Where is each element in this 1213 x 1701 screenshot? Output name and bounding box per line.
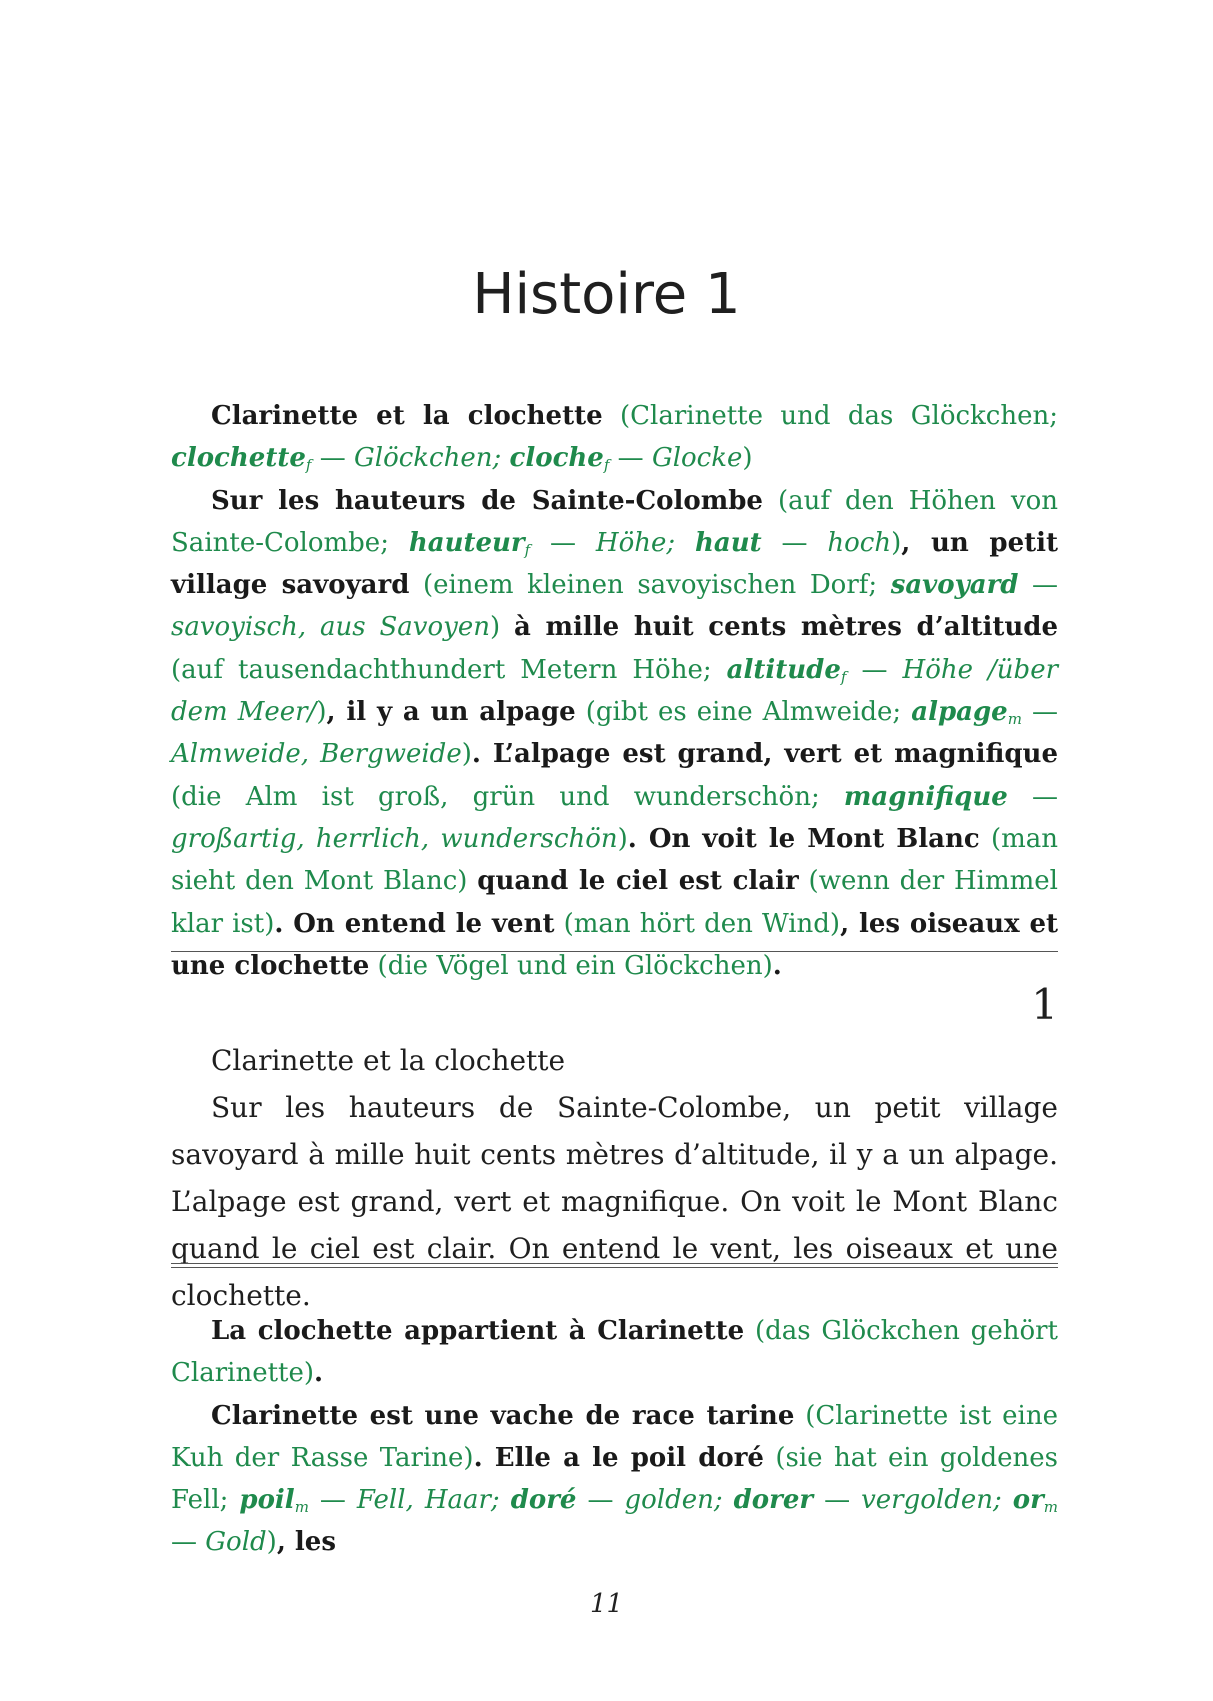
annotated-paragraph: [171, 395, 1058, 480]
vocab-meaning: Glöckchen;: [353, 443, 510, 474]
vocab-meaning: savoyisch, aus Savoyen: [171, 612, 490, 643]
german-translation: —: [609, 443, 652, 474]
vocab-term: haut: [694, 527, 762, 558]
vocab-term-wrap: [1013, 1485, 1044, 1515]
double-divider: [171, 1263, 1058, 1268]
german-translation: —: [846, 654, 903, 685]
gender-marker-wrap: [1008, 697, 1022, 727]
vocab-meaning-wrap: [596, 528, 695, 558]
french-text: quand le ciel est clair: [477, 866, 799, 897]
vocab-meaning: Höhe;: [595, 527, 695, 558]
german-translation: —: [576, 1485, 625, 1516]
german-translation: —: [530, 527, 596, 558]
section-divider: [171, 951, 1058, 952]
vocab-term-wrap: [891, 570, 1019, 600]
german-translation: ): [316, 697, 327, 728]
french-text: Sur les hauteurs de Sainte-Colombe: [211, 485, 763, 516]
vocab-term-wrap: [239, 1485, 294, 1515]
vocab-meaning-wrap: [624, 1485, 733, 1515]
gender-marker-wrap: [295, 1485, 309, 1515]
german-translation: ): [742, 443, 753, 474]
french-text: Clarinette et la clochette: [211, 401, 603, 431]
gender-marker: f: [603, 456, 610, 475]
french-text: , les oiseaux et une clochette: [171, 908, 1059, 981]
german-translation: ): [617, 823, 628, 854]
plain-text-block: [171, 1037, 1058, 1319]
gender-marker: m: [1007, 710, 1022, 729]
german-translation: (Clarinette und das Glöckchen;: [602, 401, 1058, 431]
french-text: .: [772, 950, 782, 981]
vocab-meaning-wrap: [354, 443, 510, 473]
german-translation: —: [1021, 697, 1059, 728]
vocab-meaning-wrap: [357, 1485, 511, 1515]
german-translation: (sie hat ein goldenes Fell;: [171, 1442, 1058, 1516]
vocab-meaning-wrap: [827, 528, 891, 558]
french-text: , les: [276, 1527, 336, 1558]
french-text: . L’alpage est grand, vert et magnifique: [471, 739, 1058, 770]
german-translation: (wenn der Himmel klar ist): [171, 866, 1058, 939]
german-translation: ): [891, 527, 902, 558]
vocab-meaning: Fell, Haar;: [356, 1485, 511, 1516]
french-text: La clochette appartient à Clarinette: [211, 1316, 745, 1346]
vocab-term-wrap: [171, 443, 306, 473]
plain-title: Clarinette et la clochette: [211, 1044, 566, 1077]
gender-marker: m: [294, 1498, 309, 1517]
vocab-meaning: Höhe /über dem Meer/: [171, 654, 1059, 728]
vocab-meaning: Gold: [205, 1527, 267, 1558]
vocab-term-wrap: [511, 1485, 577, 1515]
vocab-term: magnifique: [843, 781, 1008, 812]
french-text: , il y a un alpage: [326, 697, 576, 728]
annotated-text-block-2: [171, 1310, 1058, 1564]
french-text: Clarinette est une vache de race tarine: [211, 1400, 795, 1431]
vocab-meaning-wrap: [652, 443, 742, 473]
vocab-term: altitude: [726, 654, 841, 685]
annotated-paragraph: [171, 480, 1058, 988]
vocab-term-wrap: [734, 1485, 813, 1515]
vocab-meaning-wrap: [171, 612, 490, 642]
annotated-paragraph: [171, 1310, 1058, 1395]
german-translation: —: [308, 1485, 357, 1516]
german-translation: (man sieht den Mont Blanc): [171, 823, 1058, 897]
french-text: , un petit village savoyard: [171, 527, 1059, 601]
german-translation: —: [1007, 781, 1058, 812]
vocab-term: hauteur: [408, 527, 525, 558]
vocab-meaning-wrap: [205, 1527, 266, 1557]
annotated-text-block-1: [171, 395, 1058, 987]
vocab-meaning: vergolden;: [861, 1485, 1013, 1516]
german-translation: ): [266, 1527, 277, 1558]
gender-marker: f: [305, 456, 312, 475]
gender-marker: f: [524, 540, 531, 559]
vocab-term-wrap: [727, 655, 841, 685]
vocab-term: savoyard: [890, 570, 1019, 601]
vocab-term: clochette: [171, 443, 306, 474]
vocab-term-wrap: [409, 528, 525, 558]
vocab-meaning-wrap: [861, 1485, 1013, 1515]
vocab-meaning: Glocke: [651, 443, 743, 474]
german-translation: (das Glöckchen gehört Clarinette): [171, 1316, 1058, 1389]
german-translation: (auf den Höhen von Sainte-Colombe;: [171, 485, 1058, 558]
vocab-term-wrap: [844, 782, 1008, 812]
german-translation: (die Vögel und ein Glöckchen): [369, 950, 773, 981]
french-text: . On voit le Mont Blanc: [627, 823, 980, 854]
gender-marker: f: [840, 667, 847, 686]
vocab-term: or: [1012, 1485, 1044, 1516]
german-translation: —: [761, 527, 828, 558]
german-translation: —: [311, 443, 354, 474]
french-text: . On entend le vent: [274, 908, 555, 939]
vocab-meaning: großartig, herrlich, wunderschön: [171, 823, 618, 854]
vocab-term: doré: [510, 1485, 577, 1516]
german-translation: —: [813, 1485, 862, 1516]
gender-marker: m: [1043, 1498, 1059, 1517]
german-translation: (einem kleinen savoyischen Dorf;: [409, 570, 891, 601]
page-number: 11: [589, 1589, 624, 1619]
vocab-meaning: hoch: [827, 527, 892, 558]
french-text: . Elle a le poil doré: [473, 1442, 764, 1473]
german-translation: —: [171, 1527, 206, 1558]
german-translation: —: [1018, 570, 1058, 601]
german-translation: (man hört den Wind): [554, 908, 841, 939]
german-translation: ): [489, 612, 515, 643]
vocab-term: alpage: [911, 697, 1008, 728]
french-text: à mille huit cents mètres d’altitude: [514, 612, 1058, 643]
german-translation: (gibt es eine Almweide;: [575, 697, 912, 728]
vocab-term-wrap: [695, 528, 762, 558]
vocab-term-wrap: [510, 443, 604, 473]
french-text: .: [314, 1358, 324, 1389]
section-number: 1: [1031, 980, 1058, 1029]
gender-marker-wrap: [1044, 1485, 1058, 1515]
annotated-paragraph: [171, 1395, 1058, 1564]
vocab-term: dorer: [733, 1485, 814, 1516]
german-translation: (auf tausendachthundert Metern Höhe;: [171, 654, 727, 685]
vocab-term: cloche: [509, 443, 604, 474]
vocab-term-wrap: [911, 697, 1007, 727]
german-translation: (die Alm ist groß, grün und wunderschön;: [171, 781, 844, 812]
german-translation: ): [461, 739, 472, 770]
german-translation: (Clarinette ist eine Kuh der Rasse Tarine): [171, 1400, 1058, 1473]
vocab-meaning: Almweide, Bergweide: [171, 739, 462, 770]
vocab-meaning-wrap: [171, 824, 618, 854]
vocab-term: poil: [239, 1485, 295, 1516]
page-title: Histoire 1: [472, 262, 741, 327]
vocab-meaning-wrap: [171, 739, 462, 769]
vocab-meaning: golden;: [624, 1485, 734, 1516]
plain-paragraph: Sur les hauteurs de Sainte-Colombe, un petit village savoyard à mille huit cents mètres d’altitude, il y a un alpage. L’alpage est grand, vert et magnifique. On voit le Mont Blanc quand le ciel est clair. On entend le vent, les oiseaux et une clochette.: [171, 1091, 1058, 1312]
